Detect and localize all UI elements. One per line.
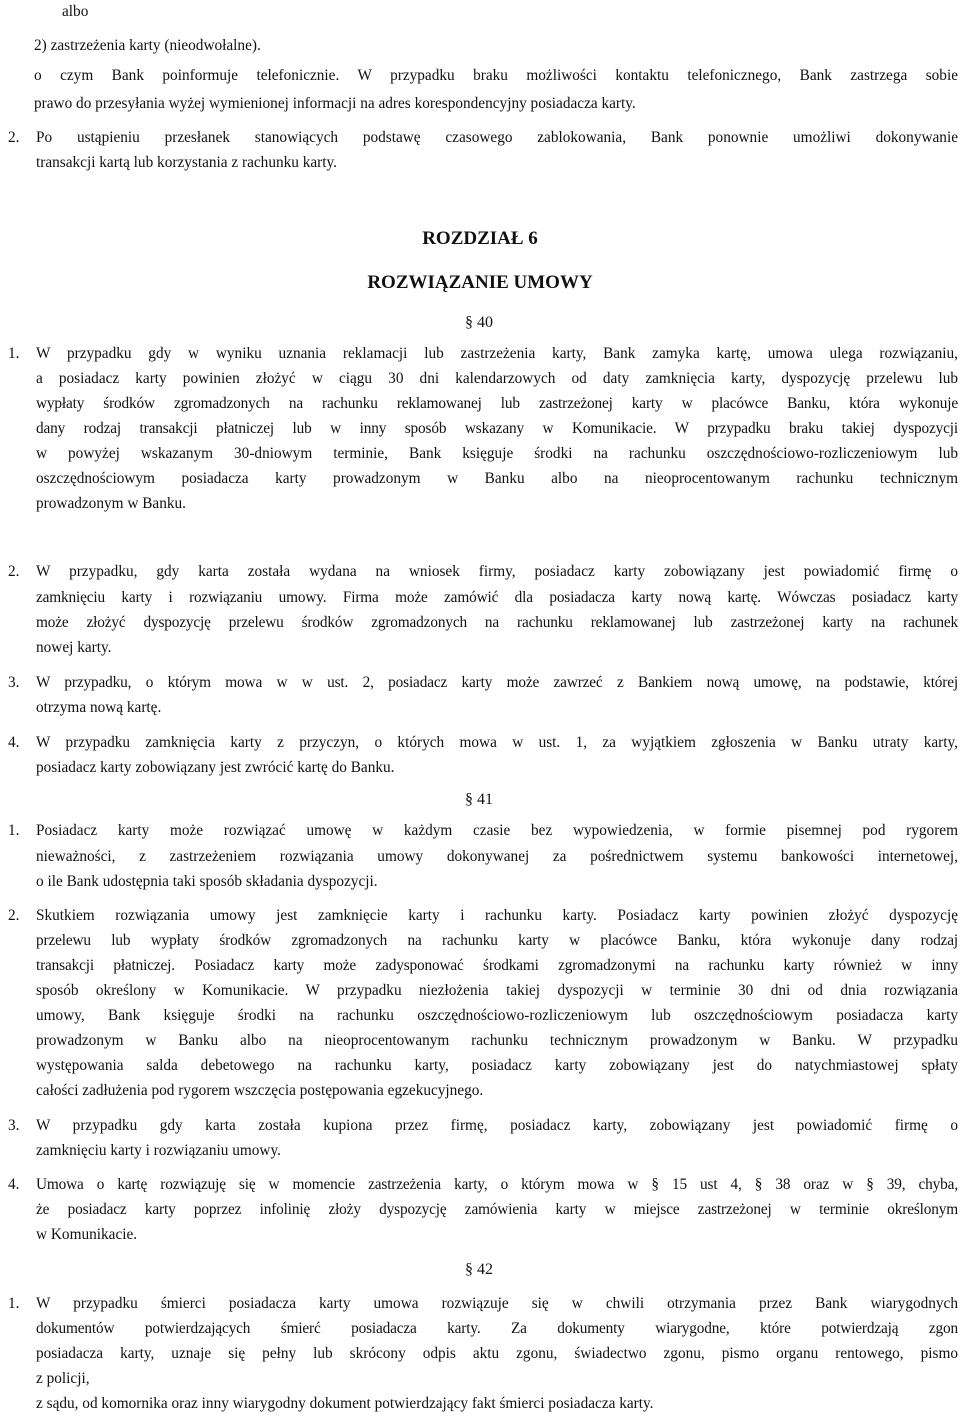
text-line: W przypadku zamknięcia karty z przyczyn, o których mowa w ust. 1, za wyjątkiem zgłoszenia w Banku utraty karty, xyxy=(36,734,958,751)
text-line: z sądu, od komornika oraz inny wiarygodny dokument potwierdzający fakt śmierci posiadacza karty. xyxy=(36,1395,654,1412)
text-line: W przypadku gdy w wyniku uznania reklamacji lub zastrzeżenia karty, Bank zamyka kartę, umowa ulega rozwiązaniu, xyxy=(36,345,958,362)
paragraph-number: 4. xyxy=(8,734,20,751)
text-line: całości zadłużenia pod rygorem wszczęcia postępowania egzekucyjnego. xyxy=(36,1082,484,1099)
text-line: prawo do przesyłania wyżej wymienionej informacji na adres korespondencyjny posiadacza karty. xyxy=(34,95,636,112)
section-heading: § 42 xyxy=(465,1261,493,1278)
text-line: Posiadacz karty może rozwiązać umowę w każdym czasie bez wypowiedzenia, w formie pisemnej pod rygorem xyxy=(36,822,958,839)
text-line: umowy, Bank księguje środki na rachunku oszczędnościowo-rozliczeniowym lub oszczędnościowym posiadacza karty xyxy=(36,1007,958,1024)
chapter-number: ROZDZIAŁ 6 xyxy=(422,228,538,249)
text-line: Po ustąpieniu przesłanek stanowiących podstawę czasowego zablokowania, Bank ponownie umożliwi dokonywanie xyxy=(36,129,958,146)
text-line: W przypadku gdy karta została kupiona przez firmę, posiadacz karty, zobowiązany jest powiadomić firmę o xyxy=(36,1117,958,1134)
text-line: że posiadacz karty poprzez infolinię złoży dyspozycję zamówienia karty w miejsce zastrzeżonej w terminie określonym xyxy=(36,1201,958,1218)
text-line: zamknięciu karty i rozwiązaniu umowy. Firma może zamówić dla posiadacza karty nową kartę. Wówczas posiadacz karty xyxy=(36,589,958,606)
text-line: nieważności, z zastrzeżeniem rozwiązania umowy dokonywanej za pośrednictwem systemu bankowości internetowej, xyxy=(36,848,958,865)
text-line: posiadacz karty zobowiązany jest zwrócić kartę do Banku. xyxy=(36,759,395,776)
text-line: prowadzonym w Banku albo na nieoprocentowanym rachunku technicznym prowadzonym w Banku. W przypadku xyxy=(36,1032,958,1049)
text-line: przelewu lub wypłaty środków zgromadzonych na rachunku karty w placówce Banku, która wykonuje dany rodzaj xyxy=(36,932,958,949)
text-line: z policji, xyxy=(36,1370,90,1387)
paragraph-number: 3. xyxy=(8,674,20,691)
text-line: występowania salda debetowego na rachunku karty, posiadacz karty zobowiązany jest do natychmiastowej spłaty xyxy=(36,1057,958,1074)
text-line: transakcji płatniczej. Posiadacz karty może zadysponować środkami zgromadzonymi na rachunku karty również w inny xyxy=(36,957,958,974)
chapter-title: ROZWIĄZANIE UMOWY xyxy=(367,272,593,293)
text-line: W przypadku, gdy karta została wydana na wniosek firmy, posiadacz karty zobowiązany jest powiadomić firmę o xyxy=(36,563,958,580)
paragraph-number: 2. xyxy=(8,129,20,146)
paragraph-number: 3. xyxy=(8,1117,20,1134)
text-line: może złożyć dyspozycję przelewu środków zgromadzonych na rachunku reklamowanej lub zastrzeżonej karty na rachunek xyxy=(36,614,958,631)
text-line: 2) zastrzeżenia karty (nieodwołalne). xyxy=(34,37,261,54)
text-line: W przypadku śmierci posiadacza karty umowa rozwiązuje się w chwili otrzymania przez Bank wiarygodnych xyxy=(36,1295,958,1312)
text-line: zamknięciu karty i rozwiązaniu umowy. xyxy=(36,1142,281,1159)
text-line: dany rodzaj transakcji płatniczej lub w inny sposób wskazany w Komunikacie. W przypadku braku takiej dyspozycji xyxy=(36,420,958,437)
text-line: sposób określony w Komunikacie. W przypadku niezłożenia takiej dyspozycji w terminie 30 dni od dnia rozwiązania xyxy=(36,982,958,999)
paragraph-number: 1. xyxy=(8,345,20,362)
paragraph-number: 1. xyxy=(8,1295,20,1312)
text-line: transakcji kartą lub korzystania z rachunku karty. xyxy=(36,154,338,171)
text-line: Skutkiem rozwiązania umowy jest zamknięcie karty i rachunku karty. Posiadacz karty powinien złożyć dyspozycję xyxy=(36,907,958,924)
paragraph-number: 2. xyxy=(8,563,20,580)
text-line: a posiadacz karty powinien złożyć w ciągu 30 dni kalendarzowych od daty zamknięcia karty, dyspozycję przelewu lub xyxy=(36,370,958,387)
paragraph-number: 2. xyxy=(8,907,20,924)
text-line: nowej karty. xyxy=(36,639,112,656)
text-line: wypłaty środków zgromadzonych na rachunku reklamowanej lub zastrzeżonej karty w placówce Banku, która wykonuje xyxy=(36,395,958,412)
text-line: albo xyxy=(62,3,89,20)
section-heading: § 41 xyxy=(465,791,493,808)
text-line: dokumentów potwierdzających śmierć posiadacza karty. Za dokumenty wiarygodne, które potwierdzają zgon xyxy=(36,1320,958,1337)
text-line: prowadzonym w Banku. xyxy=(36,495,186,512)
text-line: w Komunikacie. xyxy=(36,1226,138,1243)
section-heading: § 40 xyxy=(465,314,493,331)
paragraph-number: 1. xyxy=(8,822,20,839)
text-line: oszczędnościowym posiadacza karty prowadzonym w Banku albo na nieoprocentowanym rachunku technicznym xyxy=(36,470,958,487)
text-line: o ile Bank udostępnia taki sposób składania dyspozycji. xyxy=(36,873,378,890)
text-line: otrzyma nową kartę. xyxy=(36,699,162,716)
text-line: W przypadku, o którym mowa w w ust. 2, posiadacz karty może zawrzeć z Bankiem nową umowę, na podstawie, której xyxy=(36,674,958,691)
text-line: Umowa o kartę rozwiązuję się w momencie zastrzeżenia karty, o którym mowa w § 15 ust 4, § 38 oraz w § 39, chyba, xyxy=(36,1176,958,1193)
paragraph-number: 4. xyxy=(8,1176,20,1193)
text-line: posiadacza karty, uznaje się pełny lub skrócony odpis aktu zgonu, świadectwo zgonu, pismo organu rentowego, pismo xyxy=(36,1345,958,1362)
text-line: w powyżej wskazanym 30-dniowym terminie, Bank księguje środki na rachunku oszczędnościowo-rozliczeniowym lub xyxy=(36,445,958,462)
text-line: o czym Bank poinformuje telefonicznie. W przypadku braku możliwości kontaktu telefonicznego, Bank zastrzega sobie xyxy=(34,67,958,84)
